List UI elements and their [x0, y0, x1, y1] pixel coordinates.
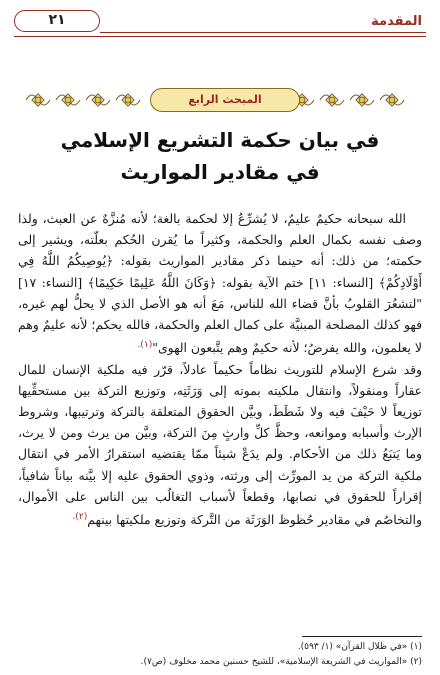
header-rule — [100, 32, 426, 33]
page-number: ٢١ — [48, 12, 66, 28]
footnotes — [18, 640, 422, 670]
paragraph — [18, 359, 422, 531]
footnote-ref: (٢). — [72, 511, 88, 522]
chapter-title: في بيان حكمة التشريع الإسلامي — [60, 128, 380, 152]
paragraph-text: الله سبحانه حكيمٌ عليمٌ، لا يُشرِّعُ إلا لحكمة بالغة؛ لأنه مُنزَّهٌ عن العبث، ولذا وصف نفسه بكمال العلم والحكمة، وكثيراً ما يُقرن الحُكم بعلّته، ويشير إلى حكمته؛ من ذلك: أنه حينما ذكر مقادير المواريث بقوله: ﴿يُوصِيكُمُ اللَّهُ فِي أَوْلَادِكُمْ﴾ [النساء: ١١] ختم الآية بقوله: ﴿وَكَانَ اللَّهُ عَلِيمًا حَكِيمًا﴾ [النساء: ١٧] "لتشعُرَ القلوبُ بأنَّ قضاء الله للناس، مَعَ أنه هو الأصل الذي لا يحلُّ لهم غيره، فهو كذلك المصلحة المبنيَّة على كمال العلم والحكمة، فالله يحكم؛ لأنه عليمٌ وهم لا يعلمون، والله يفرضُ؛ لأنه حكيمٌ وهم يتَّبعون الهوى" — [18, 211, 422, 356]
section-ornament-band — [22, 88, 418, 116]
section-badge — [150, 88, 300, 112]
footnote: (٢) «المواريث في الشريعة الإسلامية»، للشيخ حسنين محمد مخلوف (ص٧). — [140, 657, 422, 667]
footnote: (١) «في ظلال القرآن» (١/ ٥٩٣). — [297, 642, 422, 652]
section-badge-label: المبحث الرابع — [188, 93, 262, 106]
body-text — [18, 208, 422, 530]
paragraph-text: وقد شرع الإسلام للتوريث نظاماً حكيماً عادلاً، قرّر فيه ملكية الإنسان للمال عقاراً ومنقولاً، وانتقال ملكيته بموته إلى وَرَثَتِه، وتوزيع التركة بين مستحقِّيها توزيعاً لا حَيْفَ فيه ولا شَطَطَ، وبيَّن الحقوق المتعلقة بالتركة وترتيبها، وشروط الإرث وأسبابه وموانعه، وحظَّ كلِّ وارثٍ مِنَ التركة، وبيَّن من يرث ومن لا يرث، وما يَتبَعُ ذلك من الأحكام. ولم يدَعْ شيئاً ممّا يقتضيه استقرارُ الأمر في انتقال ملكية التركة من يد المورِّث إلى ورثته، وذوي الحقوق عليه إلا بيَّنه بياناً شافياً، إقراراً للحقوق في نصابها، وقطعاً لأسباب التغالُب بين الناس على الأموال، والتخاصُم في مقادير حُظوظ الوَرَثَة من التَّركة وتوزيع ملكيتها بينهم — [18, 361, 422, 528]
footnote-rule — [302, 636, 422, 637]
header-rule-thin — [14, 36, 426, 37]
page-header — [14, 8, 426, 42]
paragraph — [18, 208, 422, 359]
chapter-subtitle: في مقادير المواريث — [120, 160, 320, 184]
running-header-title: المقدمة — [371, 14, 422, 29]
page-number-frame — [14, 10, 100, 32]
footnote-ref: (١). — [137, 340, 153, 351]
